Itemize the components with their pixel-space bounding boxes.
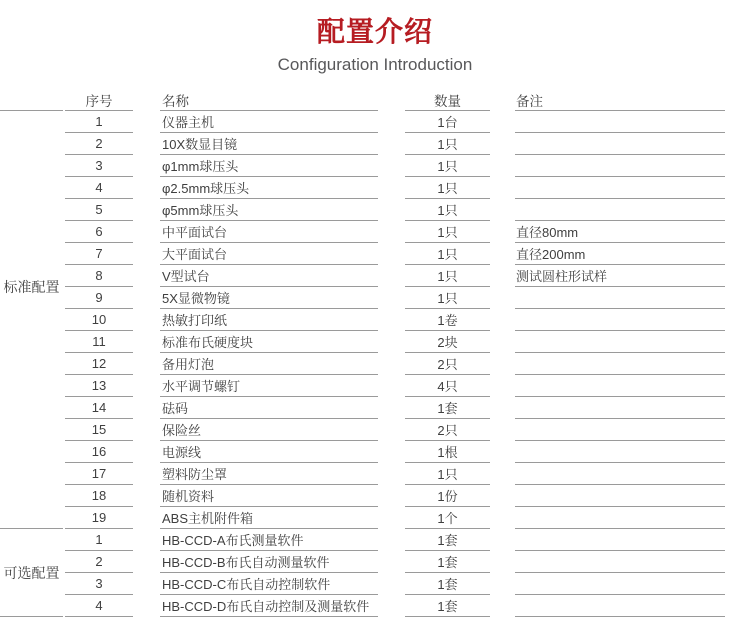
- qty-cell: 1只: [405, 155, 490, 177]
- section-cell: [0, 111, 63, 133]
- seq-cell: 2: [65, 133, 133, 155]
- section-cell: [0, 485, 63, 507]
- name-cell: 塑料防尘罩: [160, 463, 378, 485]
- note-cell: [515, 507, 725, 529]
- name-cell: φ5mm球压头: [160, 199, 378, 221]
- section-cell: [0, 595, 63, 617]
- name-cell: V型试台: [160, 265, 378, 287]
- table-row: [0, 551, 750, 573]
- table-row: [0, 573, 750, 595]
- name-cell: φ1mm球压头: [160, 155, 378, 177]
- section-cell: [0, 507, 63, 529]
- seq-cell: 13: [65, 375, 133, 397]
- seq-cell: 15: [65, 419, 133, 441]
- note-cell: [515, 155, 725, 177]
- section-cell: [0, 441, 63, 463]
- note-cell: [515, 529, 725, 551]
- seq-cell: 18: [65, 485, 133, 507]
- seq-cell: 16: [65, 441, 133, 463]
- section-cell: [0, 199, 63, 221]
- seq-cell: 17: [65, 463, 133, 485]
- note-cell: [515, 133, 725, 155]
- section-cell: [0, 221, 63, 243]
- qty-cell: 1只: [405, 463, 490, 485]
- header-note: 备注: [515, 90, 725, 111]
- note-cell: [515, 287, 725, 309]
- name-cell: 标准布氏硬度块: [160, 331, 378, 353]
- seq-cell: 14: [65, 397, 133, 419]
- seq-cell: 9: [65, 287, 133, 309]
- note-cell: [515, 397, 725, 419]
- table-row: [0, 287, 750, 309]
- name-cell: 砝码: [160, 397, 378, 419]
- name-cell: HB-CCD-C布氏自动控制软件: [160, 573, 378, 595]
- table-row: [0, 309, 750, 331]
- note-cell: [515, 353, 725, 375]
- qty-cell: 1份: [405, 485, 490, 507]
- table-row: [0, 419, 750, 441]
- qty-cell: 1只: [405, 243, 490, 265]
- name-cell: 备用灯泡: [160, 353, 378, 375]
- seq-cell: 10: [65, 309, 133, 331]
- seq-cell: 7: [65, 243, 133, 265]
- table-row: [0, 595, 750, 617]
- table-row: [0, 133, 750, 155]
- name-cell: 中平面试台: [160, 221, 378, 243]
- table-row: [0, 331, 750, 353]
- table-row: [0, 177, 750, 199]
- section-cell: [0, 133, 63, 155]
- section-cell: [0, 177, 63, 199]
- table-row: [0, 221, 750, 243]
- name-cell: 5X显微物镜: [160, 287, 378, 309]
- qty-cell: 1只: [405, 177, 490, 199]
- qty-cell: 1只: [405, 221, 490, 243]
- seq-cell: 4: [65, 177, 133, 199]
- seq-cell: 8: [65, 265, 133, 287]
- header-seq: 序号: [65, 90, 133, 111]
- section-cell: [0, 419, 63, 441]
- seq-cell: 1: [65, 111, 133, 133]
- seq-cell: 6: [65, 221, 133, 243]
- header-section-column: [0, 90, 63, 111]
- qty-cell: 1根: [405, 441, 490, 463]
- note-cell: [515, 551, 725, 573]
- section-cell: [0, 243, 63, 265]
- note-cell: [515, 375, 725, 397]
- section-cell: [0, 375, 63, 397]
- table-body: [0, 111, 750, 617]
- section-cell: [0, 397, 63, 419]
- table-row: [0, 375, 750, 397]
- configuration-table: [0, 90, 750, 617]
- seq-cell: 12: [65, 353, 133, 375]
- table-row: [0, 265, 750, 287]
- header-name: 名称: [160, 90, 378, 111]
- seq-cell: 2: [65, 551, 133, 573]
- name-cell: ABS主机附件箱: [160, 507, 378, 529]
- section-cell: [0, 463, 63, 485]
- name-cell: 大平面试台: [160, 243, 378, 265]
- name-cell: φ2.5mm球压头: [160, 177, 378, 199]
- table-row: [0, 111, 750, 133]
- note-cell: [515, 331, 725, 353]
- seq-cell: 3: [65, 573, 133, 595]
- note-cell: [515, 485, 725, 507]
- seq-cell: 11: [65, 331, 133, 353]
- note-cell: 直径200mm: [515, 243, 725, 265]
- qty-cell: 1套: [405, 595, 490, 617]
- name-cell: 电源线: [160, 441, 378, 463]
- section-cell: [0, 353, 63, 375]
- table-row: [0, 243, 750, 265]
- page-title: 配置介绍: [316, 16, 433, 47]
- note-cell: [515, 309, 725, 331]
- note-cell: 测试圆柱形试样: [515, 265, 725, 287]
- note-cell: [515, 177, 725, 199]
- section-label-standard: 标准配置: [0, 277, 63, 297]
- section-cell: [0, 155, 63, 177]
- section-cell: [0, 529, 63, 551]
- qty-cell: 1只: [405, 199, 490, 221]
- name-cell: HB-CCD-B布氏自动测量软件: [160, 551, 378, 573]
- note-cell: [515, 199, 725, 221]
- table-row: [0, 353, 750, 375]
- table-row: [0, 507, 750, 529]
- name-cell: 10X数显目镜: [160, 133, 378, 155]
- page-subtitle: Configuration Introduction: [277, 55, 473, 75]
- section-label-optional: 可选配置: [0, 563, 63, 583]
- name-cell: 水平调节螺钉: [160, 375, 378, 397]
- qty-cell: 2块: [405, 331, 490, 353]
- note-cell: [515, 463, 725, 485]
- qty-cell: 1只: [405, 133, 490, 155]
- table-row: [0, 199, 750, 221]
- qty-cell: 2只: [405, 353, 490, 375]
- name-cell: 随机资料: [160, 485, 378, 507]
- seq-cell: 1: [65, 529, 133, 551]
- seq-cell: 3: [65, 155, 133, 177]
- name-cell: 热敏打印纸: [160, 309, 378, 331]
- header-qty: 数量: [405, 90, 490, 111]
- seq-cell: 19: [65, 507, 133, 529]
- qty-cell: 1套: [405, 551, 490, 573]
- name-cell: 仪器主机: [160, 111, 378, 133]
- qty-cell: 1套: [405, 573, 490, 595]
- qty-cell: 4只: [405, 375, 490, 397]
- qty-cell: 1套: [405, 529, 490, 551]
- qty-cell: 1只: [405, 287, 490, 309]
- table-header-row: [0, 90, 750, 111]
- qty-cell: 1套: [405, 397, 490, 419]
- qty-cell: 1台: [405, 111, 490, 133]
- table-row: [0, 529, 750, 551]
- qty-cell: 1个: [405, 507, 490, 529]
- note-cell: [515, 573, 725, 595]
- name-cell: 保险丝: [160, 419, 378, 441]
- qty-cell: 1只: [405, 265, 490, 287]
- seq-cell: 4: [65, 595, 133, 617]
- name-cell: HB-CCD-A布氏测量软件: [160, 529, 378, 551]
- table-row: [0, 463, 750, 485]
- qty-cell: 2只: [405, 419, 490, 441]
- name-cell: HB-CCD-D布氏自动控制及测量软件: [160, 595, 378, 617]
- note-cell: [515, 595, 725, 617]
- note-cell: [515, 111, 725, 133]
- table-row: [0, 441, 750, 463]
- seq-cell: 5: [65, 199, 133, 221]
- qty-cell: 1卷: [405, 309, 490, 331]
- table-row: [0, 485, 750, 507]
- table-row: [0, 155, 750, 177]
- section-cell: [0, 331, 63, 353]
- note-cell: 直径80mm: [515, 221, 725, 243]
- section-cell: [0, 309, 63, 331]
- note-cell: [515, 441, 725, 463]
- note-cell: [515, 419, 725, 441]
- table-row: [0, 397, 750, 419]
